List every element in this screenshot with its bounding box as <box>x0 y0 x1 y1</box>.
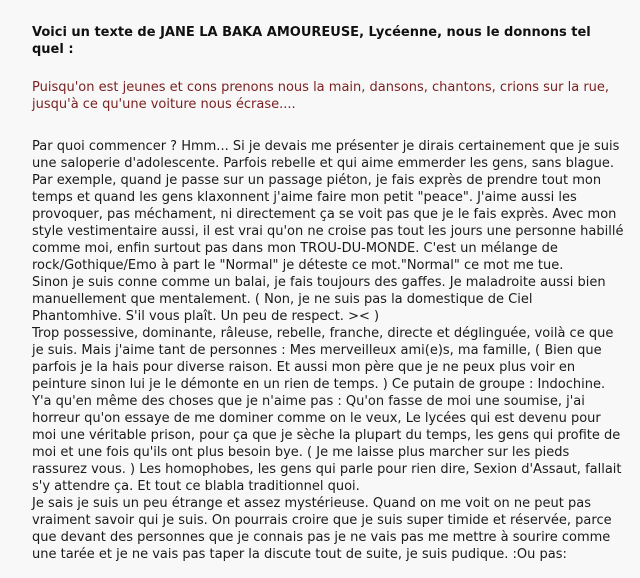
body-text <box>32 138 626 563</box>
paragraph-personality: Trop possessive, dominante, râleuse, rebelle, franche, directe et déglinguée, voilà ce que je suis. Mais j'aime tant de personnes : Mes merveilleux ami(e)s, ma famille, ( Bien que parfois je la hais pour diverse raison. Et aussi mon père que je ne peux plus voir en peinture sinon lui je le démonte en un rien de temps. ) Ce putain de groupe : Indochine. <box>32 326 614 392</box>
paragraph-dislikes: Y'a qu'en même des choses que je n'aime pas : Qu'on fasse de moi une soumise, j'ai horreur qu'on essaye de me dominer comme on le veux, Le lycées qui est devenu pour moi une véritable prison, pour ça que je sèche la plupart du temps, les gens qui profite de moi et une fois qu'ils ont plus besoin bye. ( Je me laisse plus marcher sur les pieds rassurez vous. ) Les homophobes, les gens qui parle pour rien dire, Sexion d'Assaut, fallait s'y attendre ça. Et tout ce blabla traditionnel quoi. <box>32 394 622 494</box>
epigraph-quote: Puisqu'on est jeunes et cons prenons nous la main, dansons, chantons, crions sur la rue, jusqu'à ce qu'une voiture nous écrase.... <box>32 80 610 112</box>
paragraph-clumsy: Sinon je suis conne comme un balai, je fais toujours des gaffes. Je maladroite aussi bien manuellement que mentalement. ( Non, je ne suis pas la domestique de Ciel Phantomhive. S'il vous plaît. Un peu de respect. >< ) <box>32 275 606 324</box>
paragraph-example: Par exemple, quand je passe sur un passage piéton, je fais exprès de prendre tout mon temps et quand les gens klaxonnent j'aime faire mon petit "peace". J'aime aussi les provoquer, pas méchament, ni directement ça se voit pas que je le fais exprès. Avec mon style vestimentaire aussi, il est vrai qu'on ne croise pas tout les jours une personne habillé comme moi, enfin surtout pas dans mon TROU-DU-MONDE. C'est un mélange de rock/Gothique/Emo à part le "Normal" je déteste ce mot."Normal" ce mot me tue. <box>32 173 624 273</box>
intro-heading: Voici un texte de JANE LA BAKA AMOUREUSE, Lycéenne, nous le donnons tel quel : <box>32 25 591 57</box>
paragraph-intro: Par quoi commencer ? Hmm... Si je devais me présenter je dirais certainement que je suis une saloperie d'adolescente. Parfois rebelle et qui aime emmerder les gens, sans blague. <box>32 139 620 171</box>
paragraph-mysterious: Je sais je suis un peu étrange et assez mystérieuse. Quand on me voit on ne peut pas vraiment savoir qui je suis. On pourrais croire que je suis super timide et réservée, parce que devant des personnes que je connais pas je ne vais pas me mettre à sourire comme une tarée et je ne vais pas taper la discute tout de suite, je suis pudique. :Ou pas: <box>32 496 612 562</box>
